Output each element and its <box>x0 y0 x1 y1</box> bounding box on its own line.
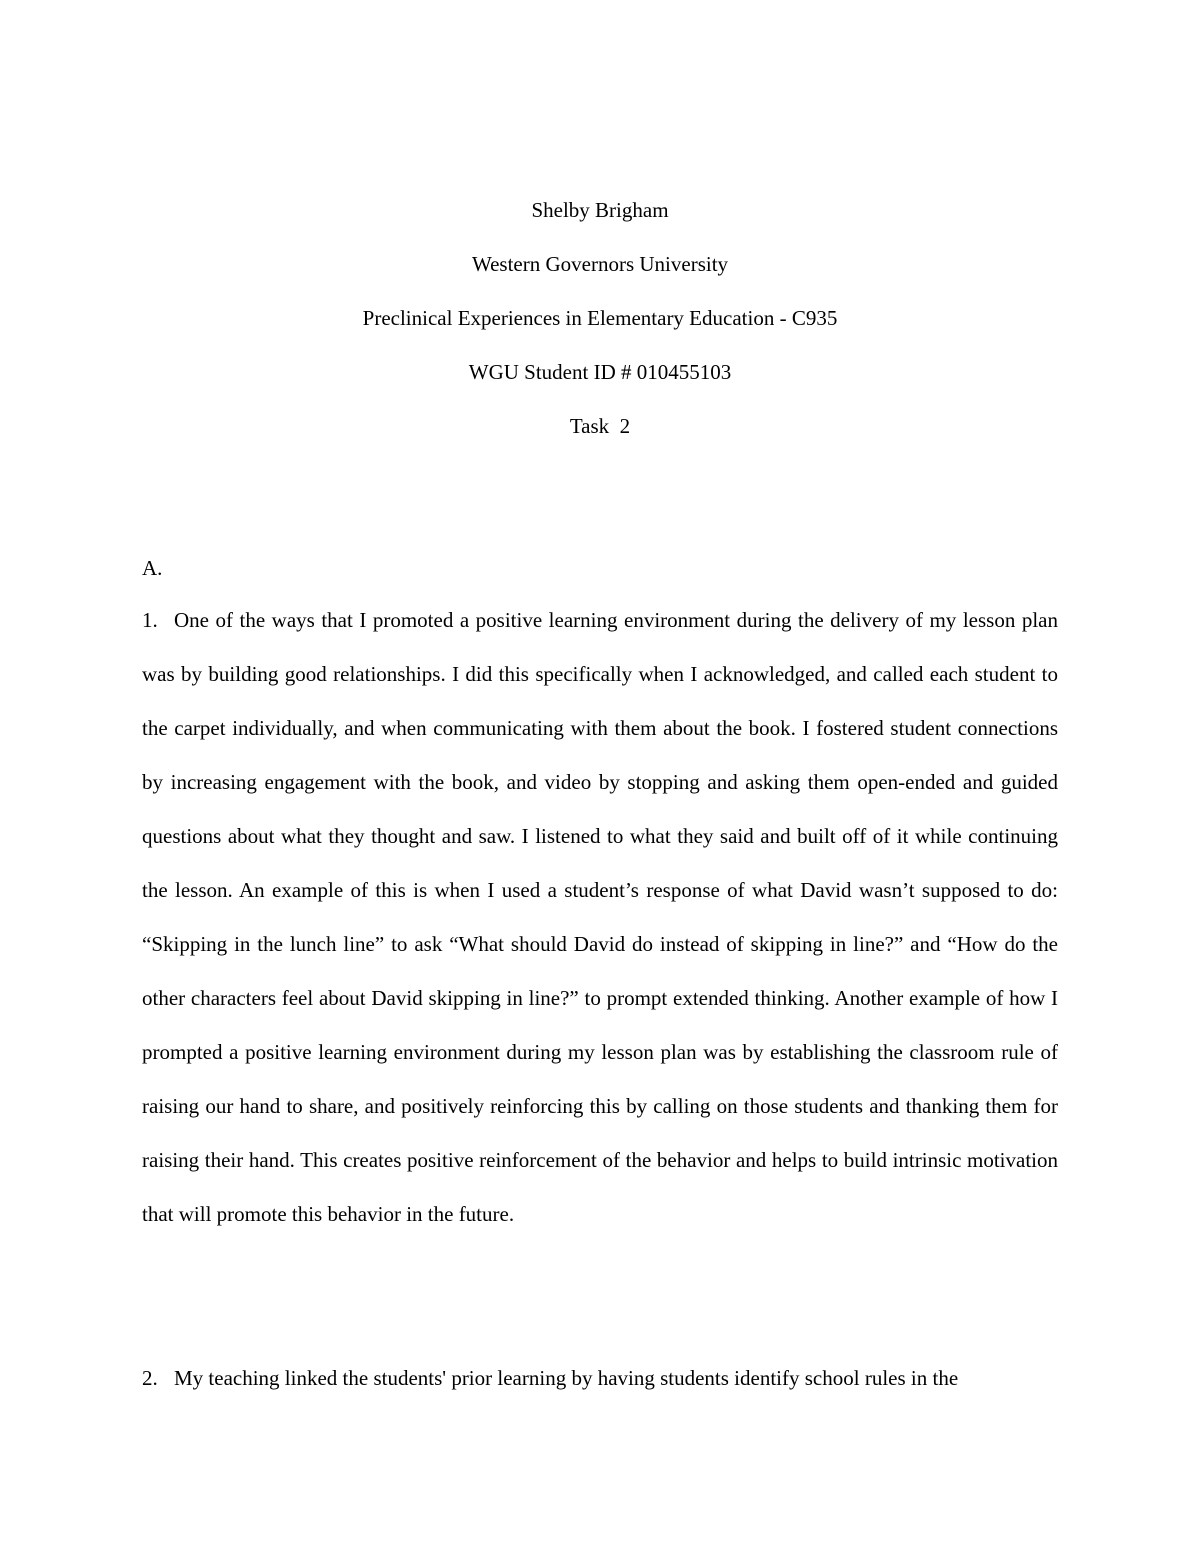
institution-name: Western Governors University <box>471 252 729 276</box>
item-number: 2. <box>142 1366 158 1390</box>
paragraph-2 <box>142 1351 1058 1405</box>
paragraph-1 <box>142 593 1058 1241</box>
author-name: Shelby Brigham <box>531 198 669 222</box>
task-label: Task 2 <box>569 414 631 438</box>
title-block <box>0 194 1200 464</box>
item-number: 1. <box>142 608 158 632</box>
paragraph-text: One of the ways that I promoted a positive learning environment during the delivery of my lesson plan was by building good relationships. I did this specifically when I acknowledged, and called each student to the carpet individually, and when communicating with them about the book. I fostered student connections by increasing engagement with the book, and video by stopping and asking them open-ended and guided questions about what they thought and saw. I listened to what they said and built off of it while continuing the lesson. An example of this is when I used a student’s response of what David wasn’t supposed to do: “Skipping in the lunch line” to ask “What should David do instead of skipping in line?” and “How do the other characters feel about David skipping in line?” to prompt extended thinking. Another example of how I prompted a positive learning environment during my lesson plan was by establishing the classroom rule of raising our hand to share, and positively reinforcing this by calling on those students and thanking them for raising their hand. This creates positive reinforcement of the behavior and helps to build intrinsic motivation that will promote this behavior in the future. <box>142 608 1058 1226</box>
student-id: WGU Student ID # 010455103 <box>468 360 732 384</box>
paragraph-text: My teaching linked the students' prior learning by having students identify school rules in the <box>174 1366 959 1390</box>
course-title: Preclinical Experiences in Elementary Education - C935 <box>362 306 838 330</box>
section-heading: A. <box>142 556 163 580</box>
